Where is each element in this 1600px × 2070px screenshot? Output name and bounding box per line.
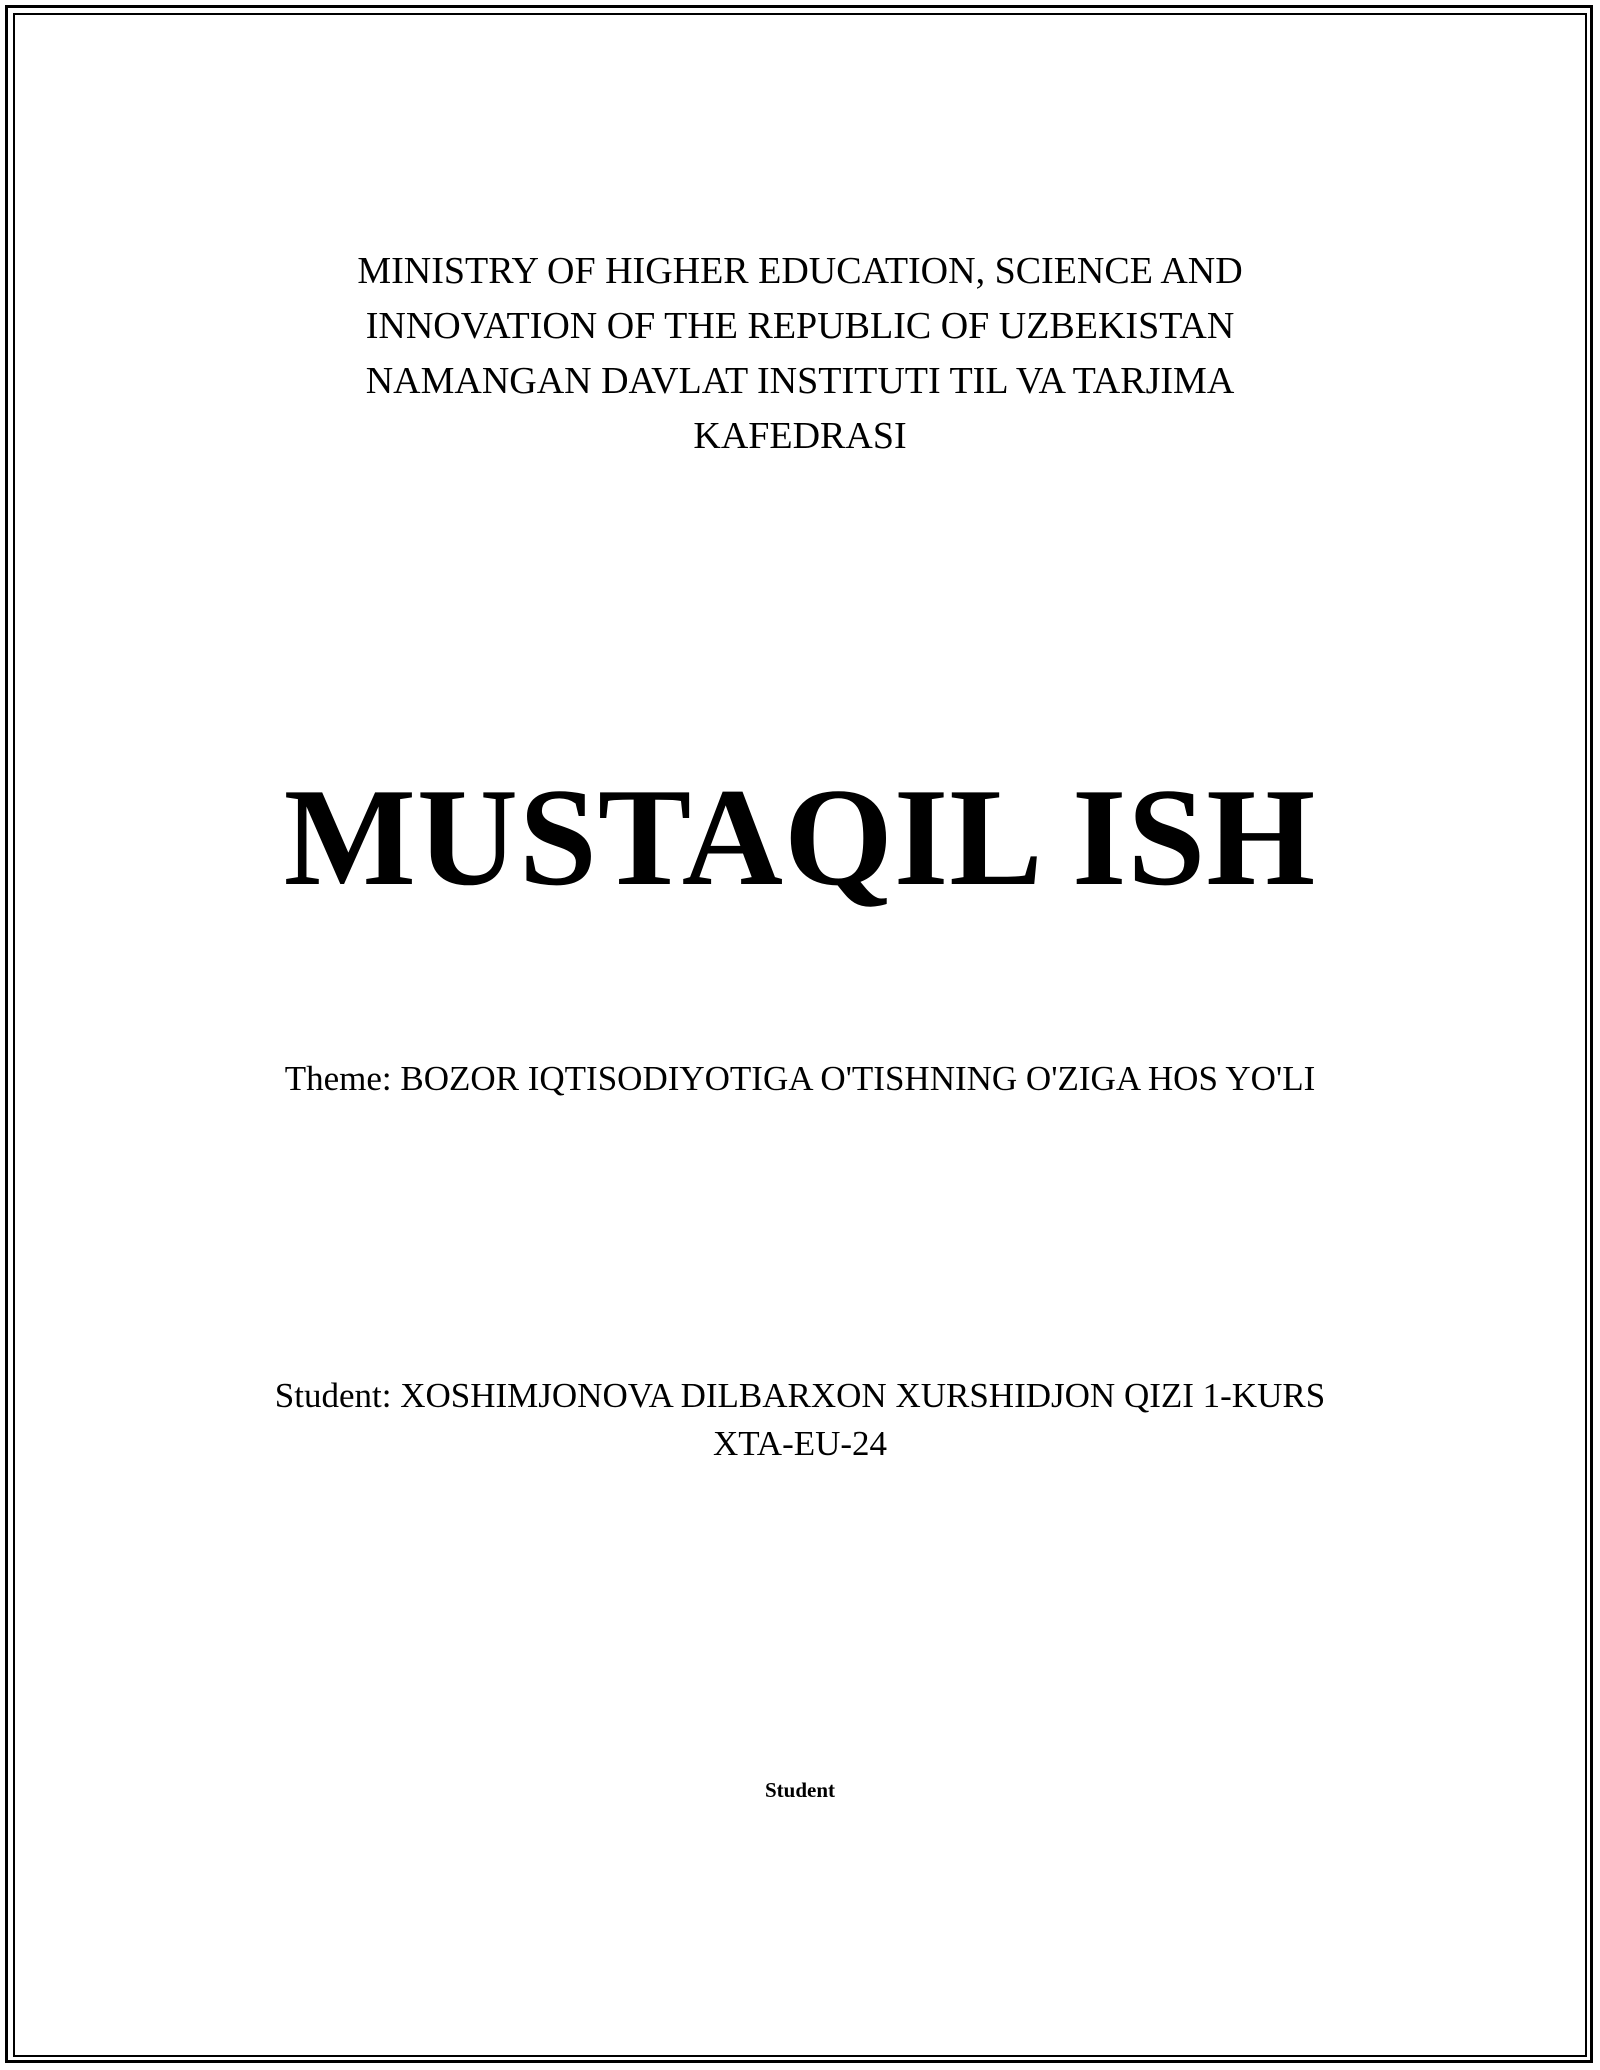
footer-student-label: Student <box>764 1778 836 1802</box>
institution-header <box>0 244 1600 464</box>
header-line: MINISTRY OF HIGHER EDUCATION, SCIENCE AND <box>357 250 1243 292</box>
document-title: MUSTAQIL ISH <box>283 760 1317 915</box>
header-line: INNOVATION OF THE REPUBLIC OF UZBEKISTAN <box>365 305 1235 347</box>
student-line: XTA-EU-24 <box>712 1424 888 1463</box>
student-info <box>0 1372 1600 1468</box>
theme-line: Theme: BOZOR IQTISODIYOTIGA O'TISHNING O'ZIGA HOS YO'LI <box>284 1059 1316 1098</box>
student-line: Student: XOSHIMJONOVA DILBARXON XURSHIDJON QIZI 1-KURS <box>274 1376 1326 1415</box>
header-line: KAFEDRASI <box>693 415 907 457</box>
header-line: NAMANGAN DAVLAT INSTITUTI TIL VA TARJIMA <box>365 360 1235 402</box>
